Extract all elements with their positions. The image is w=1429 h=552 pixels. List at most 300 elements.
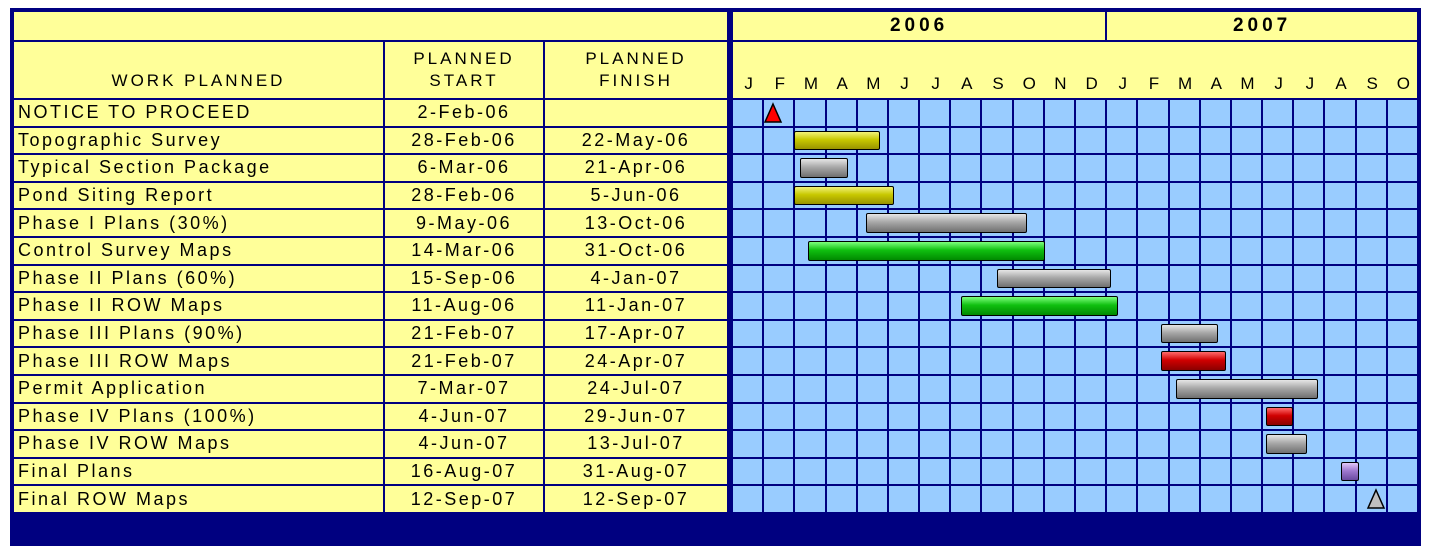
timeline-cell bbox=[1045, 100, 1074, 126]
timeline-cell bbox=[733, 348, 762, 374]
task-finish: 31-Aug-07 bbox=[545, 459, 727, 485]
timeline-cell bbox=[1325, 238, 1354, 264]
timeline-cell bbox=[1388, 321, 1417, 347]
timeline-cell bbox=[795, 266, 824, 292]
timeline-cell bbox=[1263, 459, 1292, 485]
timeline-cell bbox=[1325, 348, 1354, 374]
timeline-cell bbox=[1201, 459, 1230, 485]
timeline-cell bbox=[858, 293, 887, 319]
task-bar bbox=[1266, 434, 1307, 454]
timeline-cell bbox=[827, 266, 856, 292]
timeline-cell bbox=[795, 376, 824, 402]
month-label: A bbox=[961, 74, 973, 93]
task-name: Final Plans bbox=[14, 459, 383, 485]
timeline-cell bbox=[733, 100, 762, 126]
timeline-cell bbox=[795, 210, 824, 236]
timeline-cell bbox=[1201, 486, 1230, 512]
task-finish: 24-Jul-07 bbox=[545, 376, 727, 402]
timeline-cell bbox=[920, 321, 949, 347]
timeline-cell bbox=[1045, 128, 1074, 154]
timeline-cell bbox=[733, 459, 762, 485]
timeline-cell bbox=[982, 431, 1011, 457]
task-finish bbox=[545, 100, 727, 126]
timeline-cell bbox=[920, 293, 949, 319]
timeline-cell bbox=[1263, 348, 1292, 374]
timeline-cell bbox=[1325, 431, 1354, 457]
timeline-cell bbox=[1201, 100, 1230, 126]
timeline-cell bbox=[1357, 210, 1386, 236]
timeline-cell bbox=[889, 376, 918, 402]
timeline-cell bbox=[1232, 155, 1261, 181]
timeline-cell bbox=[1107, 238, 1136, 264]
task-bar bbox=[1176, 379, 1319, 399]
timeline-cell bbox=[1232, 266, 1261, 292]
task-finish: 13-Oct-06 bbox=[545, 210, 727, 236]
timeline-cell bbox=[1232, 293, 1261, 319]
timeline-cell bbox=[982, 459, 1011, 485]
timeline-cell bbox=[1201, 293, 1230, 319]
timeline-cell bbox=[1014, 486, 1043, 512]
timeline-cell bbox=[1357, 404, 1386, 430]
timeline-cell bbox=[1325, 404, 1354, 430]
timeline-cell bbox=[1107, 431, 1136, 457]
timeline-cell bbox=[1263, 293, 1292, 319]
task-finish: 17-Apr-07 bbox=[545, 321, 727, 347]
timeline-cell bbox=[951, 404, 980, 430]
timeline-cell bbox=[1170, 100, 1199, 126]
task-name: Typical Section Package bbox=[14, 155, 383, 181]
timeline-cell bbox=[858, 459, 887, 485]
month-label: J bbox=[900, 74, 909, 93]
task-bar bbox=[800, 158, 848, 178]
timeline-cell bbox=[920, 183, 949, 209]
timeline-cell bbox=[951, 348, 980, 374]
timeline-cell bbox=[951, 321, 980, 347]
timeline-cell bbox=[827, 100, 856, 126]
timeline-cell bbox=[764, 376, 793, 402]
month-label: J bbox=[1274, 74, 1283, 93]
timeline-cell bbox=[858, 404, 887, 430]
timeline-cell bbox=[1357, 321, 1386, 347]
timeline-cell bbox=[1014, 155, 1043, 181]
timeline-cell bbox=[827, 293, 856, 319]
timeline-cell bbox=[764, 486, 793, 512]
timeline-cell bbox=[764, 459, 793, 485]
timeline-cell bbox=[1045, 183, 1074, 209]
task-bar bbox=[1266, 407, 1293, 427]
timeline-cell bbox=[920, 155, 949, 181]
timeline-cell bbox=[1170, 459, 1199, 485]
timeline-cell bbox=[1388, 404, 1417, 430]
task-finish: 31-Oct-06 bbox=[545, 238, 727, 264]
task-bar bbox=[1161, 351, 1226, 371]
timeline-cell bbox=[764, 321, 793, 347]
timeline-cell bbox=[733, 238, 762, 264]
task-start: 4-Jun-07 bbox=[385, 404, 543, 430]
timeline-cell bbox=[1138, 376, 1167, 402]
timeline-cell bbox=[733, 210, 762, 236]
task-start: 11-Aug-06 bbox=[385, 293, 543, 319]
task-finish: 5-Jun-06 bbox=[545, 183, 727, 209]
timeline-cell bbox=[827, 486, 856, 512]
timeline-cell bbox=[1325, 321, 1354, 347]
task-finish: 22-May-06 bbox=[545, 128, 727, 154]
timeline-cell bbox=[982, 321, 1011, 347]
task-start: 6-Mar-06 bbox=[385, 155, 543, 181]
timeline-cell bbox=[827, 459, 856, 485]
timeline-cell bbox=[1263, 155, 1292, 181]
task-name: Pond Siting Report bbox=[14, 183, 383, 209]
timeline-cell bbox=[858, 348, 887, 374]
month-label: O bbox=[1022, 74, 1036, 93]
timeline-cell bbox=[982, 404, 1011, 430]
timeline-cell bbox=[1294, 321, 1323, 347]
task-bar bbox=[866, 213, 1027, 233]
timeline-cell bbox=[1107, 210, 1136, 236]
timeline-cell bbox=[827, 210, 856, 236]
timeline-cell bbox=[889, 100, 918, 126]
timeline-cell bbox=[889, 128, 918, 154]
timeline-cell bbox=[733, 486, 762, 512]
task-bar bbox=[808, 241, 1044, 261]
timeline-cell bbox=[733, 293, 762, 319]
timeline-cell bbox=[1076, 238, 1105, 264]
timeline-cell bbox=[1294, 266, 1323, 292]
timeline-cell bbox=[795, 293, 824, 319]
month-label: S bbox=[1366, 74, 1378, 93]
timeline-cell bbox=[1201, 183, 1230, 209]
timeline-cell bbox=[1107, 321, 1136, 347]
task-name: Final ROW Maps bbox=[14, 486, 383, 512]
timeline-cell bbox=[1325, 183, 1354, 209]
timeline-cell bbox=[951, 459, 980, 485]
task-start: 4-Jun-07 bbox=[385, 431, 543, 457]
timeline-cell bbox=[1107, 348, 1136, 374]
timeline-cell bbox=[1138, 128, 1167, 154]
timeline-cell bbox=[920, 266, 949, 292]
year-2006: 2006 bbox=[733, 12, 1105, 40]
timeline-cell bbox=[1076, 183, 1105, 209]
month-label: D bbox=[1085, 74, 1098, 93]
timeline-cell bbox=[920, 404, 949, 430]
timeline-cell bbox=[1357, 100, 1386, 126]
timeline-cell bbox=[1201, 431, 1230, 457]
timeline-cell bbox=[733, 266, 762, 292]
timeline-cell bbox=[1357, 128, 1386, 154]
month-label: J bbox=[1305, 74, 1315, 93]
task-finish: 21-Apr-06 bbox=[545, 155, 727, 181]
timeline-cell bbox=[733, 376, 762, 402]
task-start: 21-Feb-07 bbox=[385, 321, 543, 347]
task-name: Topographic Survey bbox=[14, 128, 383, 154]
task-finish: 12-Sep-07 bbox=[545, 486, 727, 512]
timeline-cell bbox=[1045, 486, 1074, 512]
timeline-cell bbox=[1076, 155, 1105, 181]
task-start: 28-Feb-06 bbox=[385, 183, 543, 209]
timeline-cell bbox=[1045, 376, 1074, 402]
timeline-cell bbox=[982, 348, 1011, 374]
timeline-cell bbox=[733, 431, 762, 457]
timeline-cell bbox=[1294, 183, 1323, 209]
timeline-cell bbox=[733, 183, 762, 209]
task-start: 12-Sep-07 bbox=[385, 486, 543, 512]
timeline-cell bbox=[951, 376, 980, 402]
timeline-cell bbox=[920, 486, 949, 512]
timeline-cell bbox=[1325, 486, 1354, 512]
timeline-cell bbox=[1263, 210, 1292, 236]
timeline-cell bbox=[1014, 183, 1043, 209]
task-finish: 24-Apr-07 bbox=[545, 348, 727, 374]
month-label: M bbox=[866, 74, 881, 93]
task-name: Phase I Plans (30%) bbox=[14, 210, 383, 236]
timeline-cell bbox=[764, 431, 793, 457]
month-label: O bbox=[1396, 74, 1411, 93]
month-label: J bbox=[744, 74, 753, 93]
timeline-cell bbox=[920, 128, 949, 154]
timeline-cell bbox=[1263, 321, 1292, 347]
timeline-cell bbox=[1014, 321, 1043, 347]
timeline-cell bbox=[1388, 293, 1417, 319]
timeline-cell bbox=[827, 404, 856, 430]
timeline-cell bbox=[1388, 376, 1417, 402]
timeline-cell bbox=[1076, 404, 1105, 430]
task-name: Phase III ROW Maps bbox=[14, 348, 383, 374]
header-planned-finish: PLANNED FINISH bbox=[545, 42, 727, 98]
timeline-cell bbox=[1045, 404, 1074, 430]
timeline-cell bbox=[1325, 266, 1354, 292]
task-bar bbox=[1161, 324, 1219, 344]
timeline-cell bbox=[1357, 431, 1386, 457]
timeline-cell bbox=[1294, 293, 1323, 319]
task-finish: 29-Jun-07 bbox=[545, 404, 727, 430]
timeline-cell bbox=[951, 155, 980, 181]
timeline-cell bbox=[827, 431, 856, 457]
timeline-cell bbox=[1232, 431, 1261, 457]
timeline-cell bbox=[795, 431, 824, 457]
timeline-cell bbox=[951, 266, 980, 292]
timeline-cell bbox=[1232, 459, 1261, 485]
task-start: 7-Mar-07 bbox=[385, 376, 543, 402]
timeline-cell bbox=[1107, 376, 1136, 402]
timeline-cell bbox=[858, 486, 887, 512]
timeline-cell bbox=[889, 155, 918, 181]
timeline-cell bbox=[764, 128, 793, 154]
milestone-triangle bbox=[1367, 489, 1385, 509]
timeline-cell bbox=[1263, 100, 1292, 126]
timeline-cell bbox=[764, 293, 793, 319]
month-label: J bbox=[1118, 74, 1127, 93]
timeline-cell bbox=[1294, 155, 1323, 181]
timeline-cell bbox=[1045, 459, 1074, 485]
timeline-cell bbox=[1201, 404, 1230, 430]
timeline-cell bbox=[889, 321, 918, 347]
timeline-cell bbox=[1138, 459, 1167, 485]
timeline-cell bbox=[1014, 100, 1043, 126]
timeline-cell bbox=[889, 266, 918, 292]
task-bar bbox=[1341, 462, 1359, 482]
month-label: F bbox=[1148, 74, 1160, 93]
task-bar bbox=[794, 131, 880, 151]
month-label: M bbox=[1240, 74, 1255, 93]
timeline-cell bbox=[1294, 348, 1323, 374]
timeline-cell bbox=[1014, 431, 1043, 457]
timeline-cell bbox=[764, 210, 793, 236]
timeline-cell bbox=[1357, 376, 1386, 402]
timeline-cell bbox=[1138, 266, 1167, 292]
timeline-cell bbox=[1138, 155, 1167, 181]
timeline-cell bbox=[1325, 100, 1354, 126]
timeline-cell bbox=[1388, 431, 1417, 457]
timeline-cell bbox=[1076, 100, 1105, 126]
timeline-cell bbox=[1388, 459, 1417, 485]
timeline-cell bbox=[951, 128, 980, 154]
timeline-cell bbox=[764, 183, 793, 209]
timeline-cell bbox=[1138, 293, 1167, 319]
timeline-cell bbox=[1263, 238, 1292, 264]
timeline-cell bbox=[827, 376, 856, 402]
timeline-cell bbox=[1045, 321, 1074, 347]
timeline-cell bbox=[1170, 210, 1199, 236]
timeline-cell bbox=[827, 348, 856, 374]
timeline-cell bbox=[1107, 128, 1136, 154]
timeline-cell bbox=[795, 100, 824, 126]
task-finish: 13-Jul-07 bbox=[545, 431, 727, 457]
timeline-cell bbox=[764, 238, 793, 264]
timeline-cell bbox=[951, 100, 980, 126]
timeline-cell bbox=[982, 183, 1011, 209]
timeline-cell bbox=[1107, 183, 1136, 209]
timeline-cell bbox=[733, 404, 762, 430]
timeline-cell bbox=[764, 404, 793, 430]
timeline-cell bbox=[858, 100, 887, 126]
timeline-cell bbox=[1107, 459, 1136, 485]
timeline-cell bbox=[1076, 210, 1105, 236]
timeline-cell bbox=[858, 266, 887, 292]
timeline-cell bbox=[1232, 321, 1261, 347]
timeline-cell bbox=[1388, 128, 1417, 154]
timeline-cell bbox=[1170, 404, 1199, 430]
task-name: Phase III Plans (90%) bbox=[14, 321, 383, 347]
timeline-cell bbox=[1201, 266, 1230, 292]
timeline-cell bbox=[1014, 128, 1043, 154]
month-label: M bbox=[803, 74, 819, 93]
timeline-cell bbox=[1170, 266, 1199, 292]
month-label: J bbox=[931, 74, 940, 93]
timeline-cell bbox=[1357, 183, 1386, 209]
timeline-cell bbox=[1232, 128, 1261, 154]
task-name: Phase IV Plans (100%) bbox=[14, 404, 383, 430]
timeline-cell bbox=[1294, 238, 1323, 264]
timeline-cell bbox=[1294, 459, 1323, 485]
timeline-cell bbox=[1388, 155, 1417, 181]
task-name: NOTICE TO PROCEED bbox=[14, 100, 383, 126]
task-finish: 4-Jan-07 bbox=[545, 266, 727, 292]
timeline-cell bbox=[764, 155, 793, 181]
timeline-cell bbox=[1014, 348, 1043, 374]
timeline-cell bbox=[858, 155, 887, 181]
timeline-cell bbox=[1388, 100, 1417, 126]
timeline-cell bbox=[889, 459, 918, 485]
timeline-cell bbox=[889, 293, 918, 319]
task-name: Phase II ROW Maps bbox=[14, 293, 383, 319]
timeline-cell bbox=[795, 459, 824, 485]
timeline-cell bbox=[889, 486, 918, 512]
timeline-cell bbox=[1325, 376, 1354, 402]
timeline-cell bbox=[1357, 348, 1386, 374]
timeline-cell bbox=[1263, 486, 1292, 512]
timeline-cell bbox=[1045, 348, 1074, 374]
timeline-cell bbox=[764, 348, 793, 374]
task-bar bbox=[794, 186, 894, 206]
timeline-cell bbox=[1357, 459, 1386, 485]
timeline-cell bbox=[1170, 155, 1199, 181]
timeline-cell bbox=[1357, 293, 1386, 319]
task-start: 28-Feb-06 bbox=[385, 128, 543, 154]
timeline-cell bbox=[1294, 210, 1323, 236]
timeline-cell bbox=[1294, 486, 1323, 512]
timeline-cell bbox=[1107, 155, 1136, 181]
month-label: F bbox=[774, 74, 785, 93]
timeline-cell bbox=[1107, 100, 1136, 126]
month-label: A bbox=[1210, 74, 1222, 93]
timeline-cell bbox=[920, 459, 949, 485]
timeline-cell bbox=[1232, 348, 1261, 374]
timeline-cell bbox=[1357, 238, 1386, 264]
month-label: N bbox=[1054, 74, 1067, 93]
timeline-cell bbox=[1263, 128, 1292, 154]
timeline-cell bbox=[764, 266, 793, 292]
timeline-cell bbox=[951, 183, 980, 209]
timeline-cell bbox=[889, 404, 918, 430]
timeline-cell bbox=[1107, 404, 1136, 430]
timeline-cell bbox=[795, 348, 824, 374]
timeline-cell bbox=[1170, 238, 1199, 264]
timeline-cell bbox=[1232, 100, 1261, 126]
task-name: Phase II Plans (60%) bbox=[14, 266, 383, 292]
month-label: A bbox=[1335, 74, 1347, 93]
timeline-cell bbox=[795, 321, 824, 347]
timeline-cell bbox=[1201, 128, 1230, 154]
timeline-cell bbox=[1138, 238, 1167, 264]
timeline-cell bbox=[1294, 128, 1323, 154]
timeline-cell bbox=[1294, 100, 1323, 126]
timeline-cell bbox=[1325, 155, 1354, 181]
month-label: S bbox=[992, 74, 1004, 93]
task-start: 9-May-06 bbox=[385, 210, 543, 236]
timeline-cell bbox=[1014, 376, 1043, 402]
timeline-cell bbox=[1045, 155, 1074, 181]
timeline-cell bbox=[1138, 183, 1167, 209]
timeline-cell bbox=[858, 321, 887, 347]
timeline-cell bbox=[1138, 404, 1167, 430]
header-planned-start: PLANNED START bbox=[385, 42, 543, 98]
milestone-triangle bbox=[764, 103, 782, 123]
task-start: 15-Sep-06 bbox=[385, 266, 543, 292]
timeline-cell bbox=[1232, 183, 1261, 209]
timeline-cell bbox=[1294, 404, 1323, 430]
timeline-cell bbox=[1170, 293, 1199, 319]
timeline-cell bbox=[1388, 486, 1417, 512]
timeline-cell bbox=[1170, 486, 1199, 512]
timeline-cell bbox=[920, 100, 949, 126]
header-work-planned: WORK PLANNED bbox=[14, 42, 383, 98]
timeline-cell bbox=[920, 431, 949, 457]
timeline-cell bbox=[795, 404, 824, 430]
task-start: 14-Mar-06 bbox=[385, 238, 543, 264]
timeline-cell bbox=[1388, 266, 1417, 292]
timeline-cell bbox=[982, 100, 1011, 126]
timeline-cell bbox=[951, 431, 980, 457]
